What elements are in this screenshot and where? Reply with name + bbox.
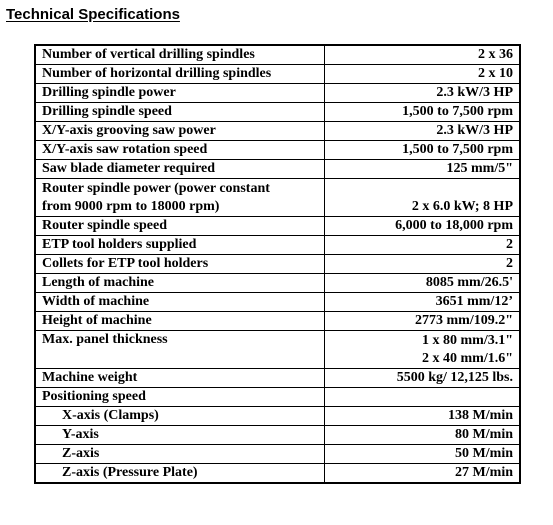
spec-value: 1,500 to 7,500 rpm xyxy=(324,141,520,160)
table-row xyxy=(35,464,520,484)
spec-value-line: 1 x 80 mm/3.1" xyxy=(422,333,513,348)
spec-value: 6,000 to 18,000 rpm xyxy=(324,217,520,236)
spec-value: 138 M/min xyxy=(324,407,520,426)
table-row xyxy=(35,45,520,65)
spec-label-line: from 9000 rpm to 18000 rpm) xyxy=(42,199,220,214)
spec-label: Y-axis xyxy=(35,426,324,445)
spec-value: 27 M/min xyxy=(324,464,520,484)
spec-label: Drilling spindle speed xyxy=(35,103,324,122)
spec-value xyxy=(324,331,520,369)
spec-value: 50 M/min xyxy=(324,445,520,464)
spec-value: 2 xyxy=(324,236,520,255)
table-row xyxy=(35,312,520,331)
spec-label xyxy=(35,179,324,217)
table-row xyxy=(35,407,520,426)
table-row xyxy=(35,217,520,236)
spec-label: Z-axis (Pressure Plate) xyxy=(35,464,324,484)
spec-label: ETP tool holders supplied xyxy=(35,236,324,255)
spec-label: Machine weight xyxy=(35,369,324,388)
spec-label: X/Y-axis grooving saw power xyxy=(35,122,324,141)
spec-label: X/Y-axis saw rotation speed xyxy=(35,141,324,160)
spec-label: Collets for ETP tool holders xyxy=(35,255,324,274)
table-row xyxy=(35,445,520,464)
spec-label: Max. panel thickness xyxy=(35,331,324,369)
table-row xyxy=(35,141,520,160)
spec-label: Router spindle speed xyxy=(35,217,324,236)
spec-value: 2.3 kW/3 HP xyxy=(324,122,520,141)
table-row xyxy=(35,293,520,312)
table-row xyxy=(35,369,520,388)
table-row xyxy=(35,274,520,293)
table-row xyxy=(35,160,520,179)
spec-value: 2 x 10 xyxy=(324,65,520,84)
spec-value: 2 x 36 xyxy=(324,45,520,65)
spec-value: 80 M/min xyxy=(324,426,520,445)
spec-value: 2773 mm/109.2" xyxy=(324,312,520,331)
spec-label: Z-axis xyxy=(35,445,324,464)
spec-value: 8085 mm/26.5' xyxy=(324,274,520,293)
spec-value: 125 mm/5" xyxy=(324,160,520,179)
spec-value: 1,500 to 7,500 rpm xyxy=(324,103,520,122)
spec-value xyxy=(324,388,520,407)
spec-label: Positioning speed xyxy=(35,388,324,407)
table-row xyxy=(35,426,520,445)
spec-label: Number of horizontal drilling spindles xyxy=(35,65,324,84)
spec-label: Length of machine xyxy=(35,274,324,293)
spec-value: 2 xyxy=(324,255,520,274)
page-title: Technical Specifications xyxy=(6,6,180,23)
spec-value-line: 2 x 40 mm/1.6" xyxy=(422,351,513,366)
table-row xyxy=(35,255,520,274)
table-row xyxy=(35,331,520,369)
table-row xyxy=(35,84,520,103)
spec-label: Height of machine xyxy=(35,312,324,331)
spec-label: Number of vertical drilling spindles xyxy=(35,45,324,65)
table-row xyxy=(35,388,520,407)
table-row xyxy=(35,103,520,122)
spec-label: Drilling spindle power xyxy=(35,84,324,103)
spec-label: Width of machine xyxy=(35,293,324,312)
spec-table xyxy=(34,44,521,484)
spec-label: X-axis (Clamps) xyxy=(35,407,324,426)
spec-value: 3651 mm/12’ xyxy=(324,293,520,312)
spec-value: 2 x 6.0 kW; 8 HP xyxy=(324,179,520,217)
table-row xyxy=(35,179,520,217)
spec-label-line: Router spindle power (power constant xyxy=(42,181,270,196)
spec-value: 5500 kg/ 12,125 lbs. xyxy=(324,369,520,388)
table-row xyxy=(35,65,520,84)
table-row xyxy=(35,122,520,141)
spec-label: Saw blade diameter required xyxy=(35,160,324,179)
spec-value: 2.3 kW/3 HP xyxy=(324,84,520,103)
table-row xyxy=(35,236,520,255)
